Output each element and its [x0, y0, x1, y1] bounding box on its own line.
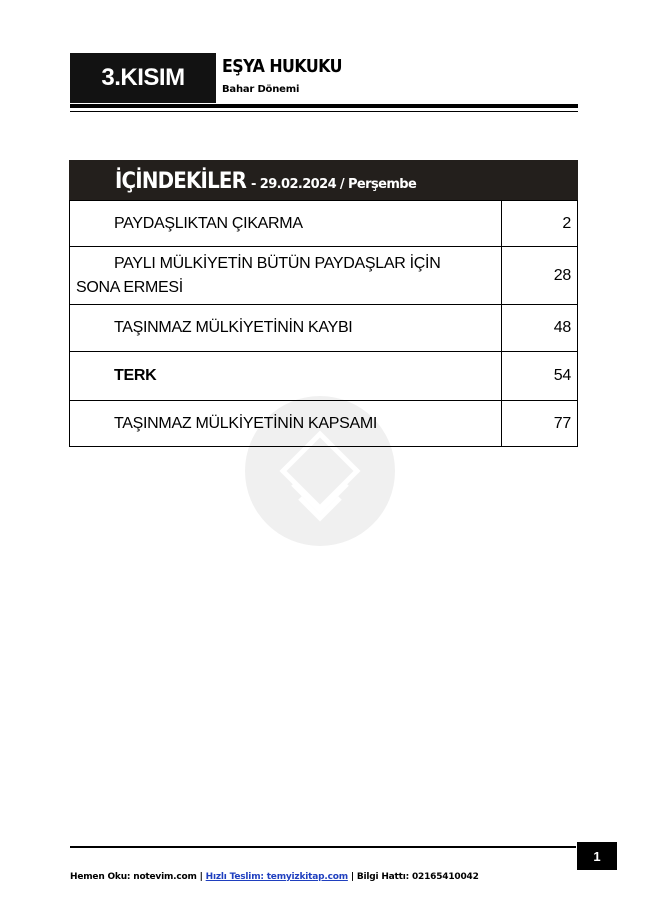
course-subtitle: Bahar Dönemi	[222, 84, 300, 95]
toc-entry-label[interactable]: TERK	[114, 367, 157, 384]
toc-row[interactable]	[70, 247, 578, 305]
section-label: 3.KISIM	[101, 64, 185, 91]
toc-entry-label[interactable]: TAŞINMAZ MÜLKİYETİNİN KAYBI	[114, 319, 353, 336]
footer-hotline-text: Bilgi Hattı: 02165410042	[356, 872, 479, 882]
footer-info	[70, 872, 479, 882]
page-number-badge	[577, 842, 617, 870]
toc-entry-page[interactable]: 54	[502, 352, 578, 401]
toc-table	[69, 200, 578, 447]
toc-row[interactable]	[70, 352, 578, 401]
toc-row[interactable]	[70, 201, 578, 247]
toc-entry-label[interactable]: PAYDAŞLIKTAN ÇIKARMA	[114, 214, 303, 232]
toc-entry-label[interactable]: PAYLI MÜLKİYETİN BÜTÜN PAYDAŞLAR İÇİN	[114, 254, 441, 272]
toc-entry-label[interactable]: TAŞINMAZ MÜLKİYETİNİN KAPSAMI	[114, 414, 378, 432]
toc-row[interactable]	[70, 401, 578, 447]
section-badge	[70, 53, 216, 103]
table-of-contents	[69, 160, 578, 447]
toc-entry-page[interactable]: 2	[502, 201, 578, 247]
toc-entry-page[interactable]: 48	[502, 305, 578, 352]
footer-separator: |	[199, 872, 203, 882]
toc-heading: İÇİNDEKİLER	[115, 169, 247, 194]
header-rule-thick	[70, 104, 578, 108]
footer-rule	[70, 846, 576, 848]
toc-header	[69, 160, 578, 200]
footer-delivery-link[interactable]: Hızlı Teslim: temyizkitap.com	[205, 872, 348, 882]
footer-separator: |	[350, 872, 354, 882]
toc-date: - 29.02.2024 / Perşembe	[251, 177, 417, 192]
toc-row[interactable]	[70, 305, 578, 352]
course-title: EŞYA HUKUKU	[222, 56, 342, 77]
footer-read-text: Hemen Oku: notevim.com	[70, 872, 197, 882]
toc-entry-page[interactable]: 77	[502, 401, 578, 447]
toc-entry-page[interactable]: 28	[502, 247, 578, 305]
header-rule-thin	[70, 111, 578, 112]
page-number: 1	[593, 848, 601, 864]
toc-entry-label-continued[interactable]: SONA ERMESİ	[76, 278, 183, 296]
